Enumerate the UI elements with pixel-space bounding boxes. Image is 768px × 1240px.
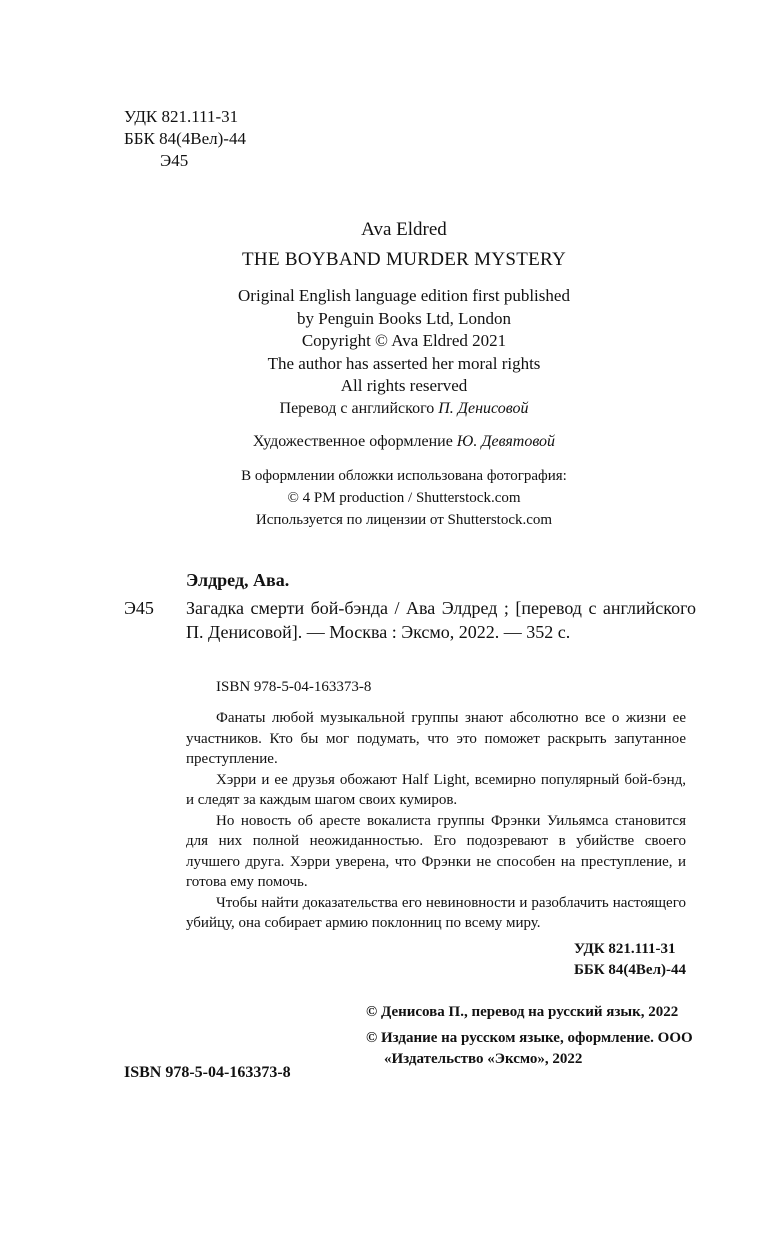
artist-credit (0, 433, 768, 451)
original-author: Ava Eldred (361, 219, 447, 240)
annotation (186, 708, 686, 934)
bib-isbn: ISBN 978-5-04-163373-8 (216, 679, 372, 695)
author-mark: Э45 (160, 151, 189, 170)
bbk-code: ББК 84(4Вел)-44 (124, 129, 246, 148)
annotation-codes (574, 939, 686, 981)
isbn: ISBN 978-5-04-163373-8 (124, 1064, 291, 1081)
original-line: Original English language edition first published (238, 286, 570, 305)
bib-author-mark: Э45 (124, 598, 154, 618)
bib-author-heading: Элдред, Ава. (186, 570, 290, 590)
translator-credit (0, 400, 768, 418)
photo-line: Используется по лицензии от Shutterstock.com (255, 512, 553, 528)
original-edition-notice (0, 285, 768, 398)
annotation-paragraph: Чтобы найти доказательства его невиновности и разоблачить настоящего убийцу, она собирает армию поклонниц по всему миру. (186, 894, 686, 931)
original-line: by Penguin Books Ltd, London (297, 308, 511, 328)
translator-label: Перевод с английского (279, 400, 435, 417)
copyright-block (366, 1002, 696, 1075)
photo-line: В оформлении обложки использована фотография: (241, 468, 567, 484)
original-line: The author has asserted her moral rights (267, 353, 541, 373)
udk-code: УДК 821.111-31 (124, 107, 239, 126)
classification-block (124, 106, 246, 172)
photo-line: © 4 PM production / Shutterstock.com (287, 490, 521, 506)
annotation-paragraph: Хэрри и ее друзья обожают Half Light, всемирно популярный бой-бэнд, и следят за каждым шагом своих кумиров. (186, 771, 686, 808)
original-line: Copyright © Ava Eldred 2021 (301, 331, 507, 350)
annotation-paragraph: Но новость об аресте вокалиста группы Фрэнки Уильямса становится для них полной неожиданностью. Его подозревают в убийстве своего лучшего друга. Хэрри уверена, что Фрэнки не способен на преступление, и готова ему помочь. (186, 812, 686, 890)
artist-name: Ю. Девятовой (456, 433, 556, 450)
original-line: All rights reserved (340, 376, 468, 395)
copyright-edition: © Издание на русском языке, оформление. ООО «Издательство «Эксмо», 2022 (366, 1029, 693, 1067)
bib-description: Загадка смерти бой-бэнда / Ава Элдред ; [перевод с английского П. Денисовой]. — Москва : Эксмо, 2022. — 352 с. (186, 598, 696, 642)
annotation-udk: УДК 821.111-31 (573, 941, 676, 957)
artist-label: Художественное оформление (252, 433, 453, 450)
annotation-paragraph: Фанаты любой музыкальной группы знают абсолютно все о жизни ее участников. Кто бы мог подумать, что это поможет раскрыть запутанное преступление. (186, 710, 686, 767)
annotation-bbk: ББК 84(4Вел)-44 (573, 962, 686, 978)
original-title: THE BOYBAND MURDER MYSTERY (242, 249, 566, 270)
translator-name: П. Денисовой (438, 400, 529, 417)
copyright-translation: © Денисова П., перевод на русский язык, 2022 (366, 1004, 679, 1020)
photo-credit (0, 465, 768, 531)
